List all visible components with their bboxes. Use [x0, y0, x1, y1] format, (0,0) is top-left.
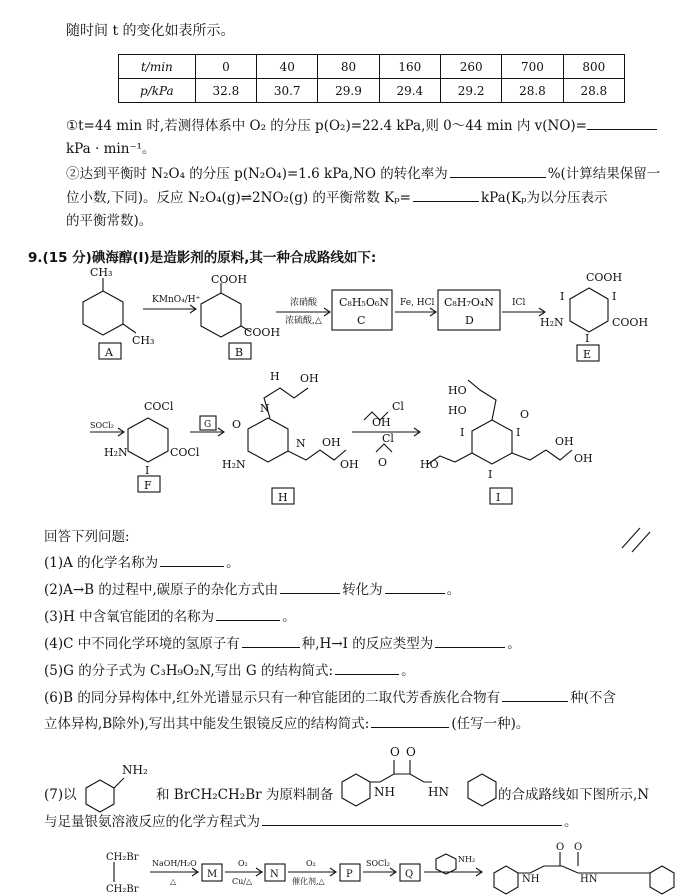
q9-3: [44, 607, 296, 626]
atom-cooh: COOH: [244, 326, 281, 339]
atom-cooh: COOH: [612, 316, 649, 329]
atom-ch3: CH₃: [132, 334, 155, 347]
label-E: E: [583, 348, 592, 361]
atom-cocl: COCl: [170, 446, 200, 459]
atom-h2n: H₂N: [104, 446, 128, 459]
q9-6-text-b: 种(不含: [570, 690, 616, 706]
q9-6-text: (6)B 的同分异构体中,红外光谱显示只有一种官能团的二取代芳香族化合物有: [44, 690, 501, 706]
atom-ho: HO: [448, 384, 467, 397]
q9-1-end: 。: [226, 555, 240, 571]
q9-7-text: 与足量银氨溶液反应的化学方程式为: [44, 814, 260, 830]
route-r4-top: SOCl₂: [366, 859, 390, 868]
q9-5-end: 。: [401, 663, 415, 679]
atom-o: O: [378, 456, 388, 469]
q9-7-a: (7)以: [44, 787, 77, 803]
atom-n: N: [296, 437, 306, 450]
q9-header: 9.(15 分)碘海醇(I)是造影剂的原料,其一种合成路线如下:: [28, 250, 377, 266]
reagent-h2so4: 浓硫酸,△: [285, 316, 322, 326]
q9-2-text: (2)A→B 的过程中,碳原子的杂化方式由: [44, 582, 279, 598]
q9-7-b: 和 BrCH₂CH₂Br 为原料制备: [156, 787, 334, 803]
route-r2-top: O₂: [238, 859, 248, 868]
atom-i: I: [585, 332, 590, 345]
reagent-hno3: 浓硝酸: [290, 298, 318, 308]
table-cell: 700: [502, 55, 563, 79]
route-hn: HN: [580, 874, 598, 885]
label-A: A: [105, 346, 113, 359]
table-cell: 80: [318, 55, 379, 79]
ring-E: [570, 288, 608, 332]
route-r1-top: NaOH/H₂O: [152, 859, 197, 868]
q8-1-line: ①t=44 min 时,若测得体系中 O₂ 的分压 p(O₂)=22.4 kPa,则 0～44 min 内 v(NO)=: [66, 118, 587, 134]
route-o: O: [574, 842, 583, 853]
ring-I: [472, 420, 512, 464]
route-start-top: CH₂Br: [106, 852, 139, 863]
route-Q: Q: [405, 869, 414, 880]
label-F: F: [144, 479, 152, 492]
ring-H: [248, 418, 288, 462]
atom-oh: OH: [322, 436, 341, 449]
ring-aniline: [86, 780, 114, 812]
q8-2-text-a: ②达到平衡时 N₂O₄ 的分压 p(N₂O₄)=1.6 kPa,NO 的转化率为: [66, 166, 448, 182]
atom-oh: OH: [555, 435, 574, 448]
intro-text: 随时间 t 的变化如表所示。: [66, 23, 235, 39]
atom-cl: Cl: [382, 432, 394, 445]
q9-5: [44, 661, 415, 680]
table-cell: 32.8: [195, 79, 256, 103]
atom-cooh: COOH: [211, 273, 248, 286]
atom-nh2: NH₂: [122, 763, 148, 777]
table-cell: 28.8: [563, 79, 624, 103]
answer-blank[interactable]: [262, 812, 562, 826]
atom-ch3: CH₃: [90, 266, 113, 279]
atom-i: I: [612, 290, 617, 303]
q9-3-text: (3)H 中含氧官能团的名称为: [44, 609, 215, 625]
atom-i: I: [560, 290, 565, 303]
table-cell: 28.8: [502, 79, 563, 103]
reagent-fe: Fe, HCl: [400, 298, 435, 308]
label-H: H: [278, 491, 288, 504]
atom-oh: OH: [340, 458, 359, 471]
atom-h2n: H₂N: [222, 458, 246, 471]
atom-o: O: [232, 418, 242, 431]
atom-ho: HO: [420, 458, 439, 471]
atom-oh: OH: [574, 452, 593, 465]
atom-h: H: [270, 370, 280, 383]
label-G: G: [204, 420, 212, 430]
atom-nh: NH: [374, 785, 395, 799]
atom-cooh: COOH: [586, 271, 623, 284]
table-cell: 29.9: [318, 79, 379, 103]
answer-blank[interactable]: [371, 714, 449, 728]
answer-blank[interactable]: [385, 580, 445, 594]
route-start-bot: CH₂Br: [106, 884, 139, 895]
atom-cl: Cl: [392, 400, 404, 413]
label-I: I: [496, 491, 501, 504]
q9-7-d: [44, 812, 578, 831]
answer-blank[interactable]: [280, 580, 340, 594]
q9-6-end: (任写一种)。: [451, 716, 530, 732]
label-B: B: [235, 346, 244, 359]
route-nh: NH: [522, 874, 540, 885]
reagent-kmno4: KMnO₄/H⁺: [152, 295, 201, 305]
answer-blank[interactable]: [502, 688, 568, 702]
q9-1-text: (1)A 的化学名称为: [44, 555, 159, 571]
q9-5-text: (5)G 的分子式为 C₃H₉O₂N,写出 G 的结构简式:: [44, 663, 334, 679]
table-header-p: p/kPa: [119, 79, 196, 103]
q8-2-line3: 的平衡常数)。: [66, 213, 153, 229]
q9-6-cont: [44, 714, 529, 733]
formula-D: C₈H₇O₄N: [444, 296, 494, 309]
answer-blank[interactable]: [335, 661, 399, 675]
q9-2-text-b: 转化为: [342, 582, 383, 598]
formula-C: C₈H₅O₆N: [339, 296, 389, 309]
q8-2-text-d: kPa(Kₚ为以分压表示: [480, 190, 608, 206]
atom-o: O: [390, 745, 400, 759]
q9-7-end: 。: [564, 814, 578, 830]
table-cell: 29.4: [379, 79, 440, 103]
ring-A: [83, 291, 123, 335]
atom-h2n: H₂N: [540, 316, 564, 329]
route-r2-bot: Cu/△: [232, 877, 253, 886]
table-cell: 260: [440, 55, 501, 79]
route-r3-bot: 催化剂,△: [292, 877, 325, 886]
q8-2-text-b: %(计算结果保留一: [547, 166, 661, 182]
q9-3-end: 。: [282, 609, 296, 625]
answer-header: 回答下列问题:: [44, 529, 130, 545]
q9-1: [44, 553, 240, 572]
route-N: N: [270, 869, 279, 880]
route-nh2: NH₂: [458, 855, 476, 864]
answer-blank[interactable]: [216, 607, 280, 621]
reagent-socl2: SOCl₂: [90, 421, 114, 430]
atom-oh: OH: [372, 416, 391, 429]
q9-6-text-c: 立体异构,B除外),写出其中能发生银镜反应的结构简式:: [44, 716, 370, 732]
q9-4-text: (4)C 中不同化学环境的氢原子有: [44, 636, 240, 652]
q8-1-unit: kPa · min⁻¹。: [66, 141, 156, 157]
route-r1-bot: △: [170, 877, 177, 886]
q9-6: [44, 688, 616, 707]
atom-o: O: [520, 408, 530, 421]
table-header-t: t/min: [119, 55, 196, 79]
table-cell: 160: [379, 55, 440, 79]
table-cell: 29.2: [440, 79, 501, 103]
atom-cocl: COCl: [144, 400, 174, 413]
label-D: D: [465, 314, 474, 327]
reagent-icl: ICl: [512, 298, 526, 308]
table-cell: 0: [195, 55, 256, 79]
atom-i: I: [145, 464, 150, 477]
answer-blank[interactable]: [160, 553, 224, 567]
atom-oh: OH: [300, 372, 319, 385]
ring-F: [128, 418, 168, 462]
atom-ho: HO: [448, 404, 467, 417]
table-cell: 30.7: [257, 79, 318, 103]
route-M: M: [207, 869, 218, 880]
q9-4: [44, 634, 521, 653]
atom-hn: HN: [428, 785, 449, 799]
q8-2-text-c: 位小数,下同)。反应 N₂O₄(g)⇌2NO₂(g) 的平衡常数 Kₚ=: [66, 190, 411, 206]
route-P: P: [346, 869, 353, 880]
label-C: C: [357, 314, 366, 327]
atom-i: I: [460, 426, 465, 439]
q9-7-c: 的合成路线如下图所示,N: [498, 787, 650, 803]
answer-blank[interactable]: [435, 634, 505, 648]
answer-blank[interactable]: [242, 634, 300, 648]
route-r3-top: O₂: [306, 859, 316, 868]
ring-B: [201, 293, 241, 337]
table-cell: 800: [563, 55, 624, 79]
q9-4-end: 。: [507, 636, 521, 652]
q9-2-end: 。: [446, 582, 461, 598]
route-o: O: [556, 842, 565, 853]
atom-n: N: [260, 402, 270, 415]
atom-o: O: [406, 745, 416, 759]
q9-4-text-b: 种,H→I 的反应类型为: [301, 636, 434, 652]
table-cell: 40: [257, 55, 318, 79]
atom-i: I: [488, 468, 493, 481]
q9-2: [44, 580, 460, 599]
atom-i: I: [516, 426, 521, 439]
